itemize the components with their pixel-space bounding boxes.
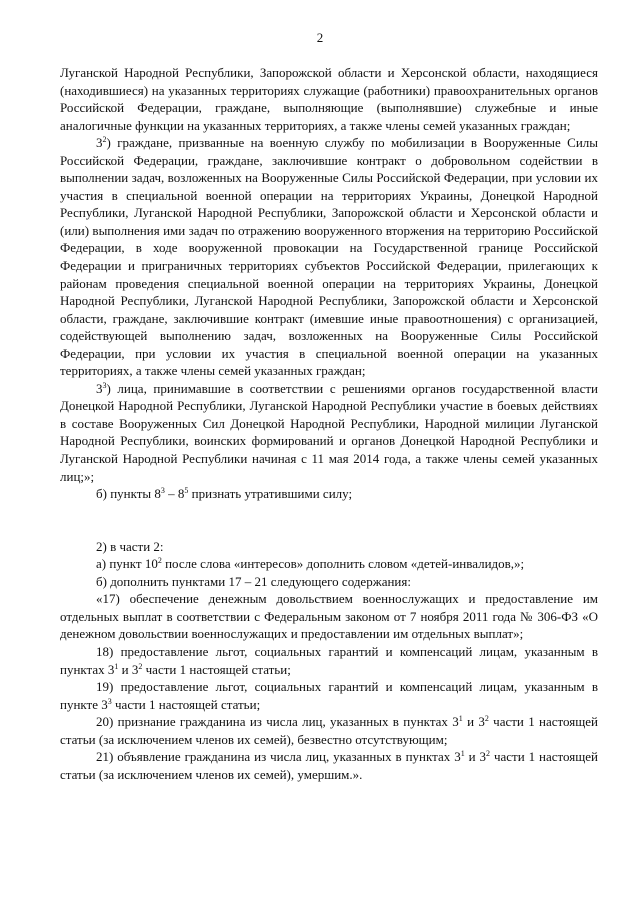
superscript: 3	[160, 486, 165, 496]
text-run: части 1 настоящей статьи;	[111, 696, 261, 712]
text-run: 2) в части 2:	[96, 538, 164, 554]
text-run: 20) признание гражданина из числа лиц, указанных в пунктах 3	[96, 714, 459, 730]
paragraph	[60, 555, 598, 573]
superscript: 1	[458, 714, 463, 724]
paragraph	[60, 485, 598, 503]
text-run: после слова «интересов» дополнить словом «детей-инвалидов,»;	[161, 556, 525, 572]
text-run: части 1 настоящей статьи;	[142, 661, 291, 677]
superscript: 2	[486, 749, 491, 759]
document-body	[60, 64, 598, 783]
text-run: 3	[96, 135, 103, 151]
paragraph	[60, 64, 598, 134]
text-run: 18) предоставление льгот, социальных гарантий и компенсаций лицам, указанным в пунктах 3	[60, 643, 598, 677]
superscript: 3	[102, 380, 107, 390]
paragraph	[60, 590, 598, 643]
text-run: – 8	[164, 486, 185, 502]
superscript: 2	[484, 714, 489, 724]
text-run: 3	[96, 380, 103, 396]
text-run: ) лица, принимавшие в соответствии с решениями органов государственной власти Донецкой Народной Республики, Луганской Народной Республики участие в боевых действиях в составе Вооруженных Сил Донецкой Народной Республики, Народной милиции Луганской Народной Республики, воинских формирований и органов Донецкой Народной Республики и Луганской Народной Республики начиная с 11 мая 2014 года, а также члены семей указанных лиц;»;	[60, 380, 598, 484]
paragraph	[60, 713, 598, 748]
superscript: 2	[138, 661, 143, 671]
superscript: 3	[107, 696, 112, 706]
text-run: ) граждане, призванные на военную службу по мобилизации в Вооруженные Силы Российской Федерации, граждане, заключившие контракт о добровольном содействии в выполнении задач, возложенных на Вооруженные Силы Российской Федерации, при условии их участия в специальной военной операции на территориях Украины, Донецкой Народной Республики, Луганской Народной Республики, Запорожской области и Херсонской области и (или) выполнения ими задач по отражению вооруженного вторжения на территорию Российской Федерации, в ходе вооруженной провокации на Государственной границе Российской Федерации и приграничных территориях субъектов Российской Федерации, прилегающих к районам проведения специальной военной операции на территориях Украины, Донецкой Народной Республики, Луганской Народной Республики, Запорожской области и Херсонской области, граждане, заключившие контракт (имевшие иные правоотношения) с организацией, содействующей выполнению задач, возложенных на Вооруженные Силы Российской Федерации, при условии их участия в специальной военной операции на указанных территориях, а также члены семей указанных граждан;	[60, 135, 598, 379]
text-run: части 1 настоящей статьи (за исключением членов их семей), безвестно отсутствующим;	[60, 714, 598, 747]
paragraph	[60, 134, 598, 380]
superscript: 5	[184, 486, 189, 496]
text-run: б) дополнить пунктами 17 – 21 следующего содержания:	[96, 573, 411, 589]
paragraph	[60, 678, 598, 713]
text-run: и 3	[464, 749, 487, 765]
text-run: Луганской Народной Республики, Запорожской области и Херсонской области, находящиеся (находившиеся) на указанных территориях служащие (работники) правоохранительных органов Российской Федерации, граждане, выполняющие (выполнявшие) служебные и иные аналогичные функции на указанных территориях, а также члены семей указанных граждан;	[60, 65, 598, 133]
superscript: 2	[102, 135, 107, 145]
page-number: 2	[316, 30, 324, 45]
text-run: б) пункты 8	[96, 486, 161, 502]
paragraph	[60, 573, 598, 591]
text-run: а) пункт 10	[96, 556, 158, 572]
text-run: 19) предоставление льгот, социальных гарантий и компенсаций лицам, указанным в пункте 3	[60, 679, 598, 712]
paragraph-gap	[60, 503, 598, 538]
paragraph	[60, 380, 598, 485]
superscript: 2	[157, 556, 162, 566]
paragraph	[60, 748, 598, 783]
text-run: «17) обеспечение денежным довольствием военнослужащих и предоставление им отдельных выплат в соответствии с Федеральным законом от 7 ноября 2011 года № 306-ФЗ «О денежном довольствии военнослужащих и предоставлении им отдельных выплат»;	[60, 591, 598, 642]
paragraph	[60, 643, 598, 678]
text-run: признать утратившими силу;	[188, 486, 353, 502]
paragraph	[60, 538, 598, 556]
superscript: 1	[114, 661, 119, 671]
text-run: части 1 настоящей статьи (за исключением членов их семей), умершим.».	[60, 749, 598, 782]
text-run: и 3	[462, 714, 485, 730]
text-run: и 3	[118, 661, 139, 677]
text-run: 21) объявление гражданина из числа лиц, указанных в пунктах 3	[96, 749, 461, 765]
superscript: 1	[460, 749, 465, 759]
